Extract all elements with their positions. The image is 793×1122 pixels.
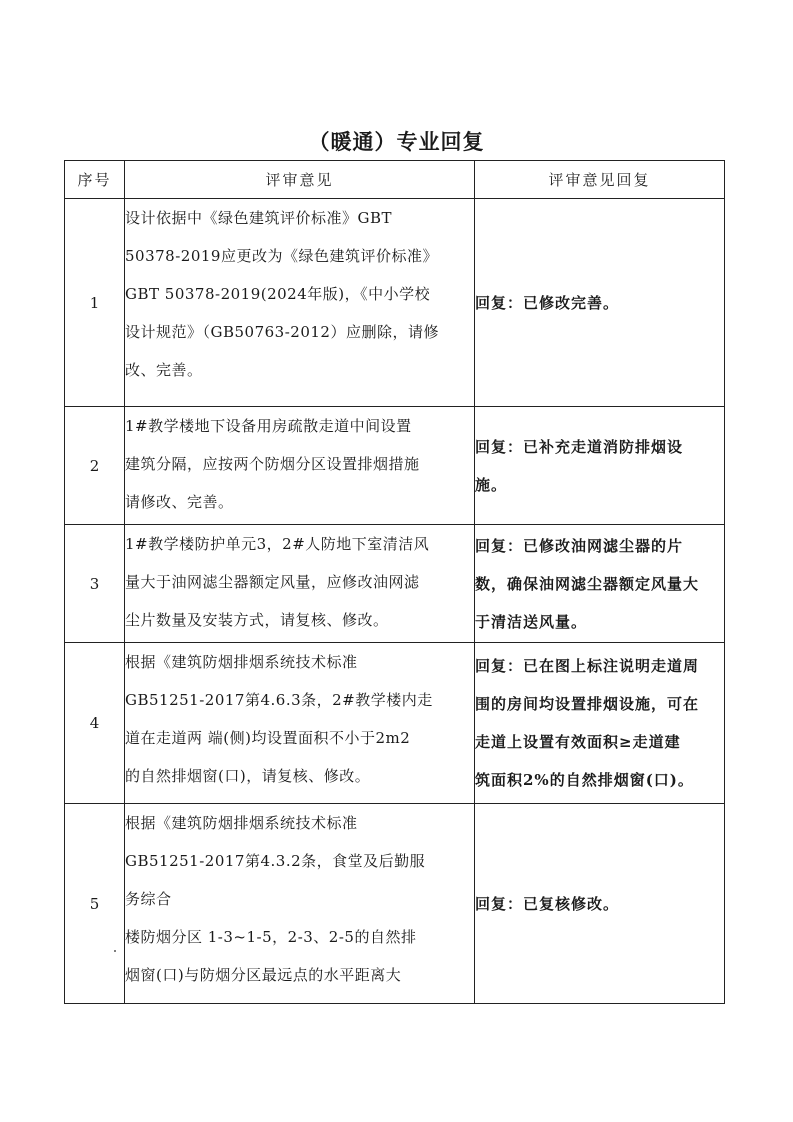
review-reply (475, 804, 725, 1004)
review-opinion (125, 525, 475, 643)
opinion-line: GB51251-2017第4.6.3条，2#教学楼内走 (125, 691, 433, 709)
scan-speck (114, 950, 116, 952)
row-number: 2 (65, 407, 125, 525)
opinion-line: 50378-2019应更改为《绿色建筑评价标准》 (125, 247, 438, 265)
opinion-line: 请修改、完善。 (125, 493, 234, 511)
opinion-line: 建筑分隔，应按两个防烟分区设置排烟措施 (125, 455, 420, 473)
review-reply (475, 199, 725, 407)
header-opinion: 评审意见 (125, 161, 475, 199)
row-number: 5 (65, 804, 125, 1004)
opinion-line: 烟窗(口)与防烟分区最远点的水平距离大 (125, 966, 402, 984)
review-reply (475, 407, 725, 525)
page-title: （暖通）专业回复 (308, 130, 485, 154)
review-reply (475, 525, 725, 643)
reply-line: 回复：已修改油网滤尘器的片 (475, 536, 684, 555)
reply-line: 围的房间均设置排烟设施，可在 (475, 695, 700, 713)
reply-line: 施。 (475, 475, 508, 494)
review-reply (475, 643, 725, 804)
opinion-line: 1#教学楼地下设备用房疏散走道中间设置 (125, 417, 412, 435)
reply-line: 回复：已复核修改。 (475, 894, 620, 913)
header-reply: 评审意见回复 (475, 161, 725, 199)
opinion-line: 根据《建筑防烟排烟系统技术标准 (125, 653, 358, 671)
reply-line: 走道上设置有效面积≥走道建 (475, 733, 681, 751)
reply-line: 于清洁送风量。 (475, 612, 588, 631)
opinion-line: GB51251-2017第4.3.2条，食堂及后勤服 (125, 852, 426, 870)
table-row (65, 199, 725, 407)
reply-line: 回复：已在图上标注说明走道周 (475, 657, 700, 675)
reply-line: 回复：已修改完善。 (475, 293, 620, 312)
opinion-line: 设计依据中《绿色建筑评价标准》GBT (125, 209, 393, 227)
reply-line: 数，确保油网滤尘器额定风量大 (475, 574, 700, 593)
opinion-line: 设计规范》（GB50763-2012）应删除，请修 (125, 323, 439, 341)
row-number: 1 (65, 199, 125, 407)
header-no: 序号 (65, 161, 125, 199)
review-opinion (125, 643, 475, 804)
opinion-line: 务综合 (125, 890, 172, 908)
opinion-line: 尘片数量及安装方式，请复核、修改。 (125, 611, 389, 629)
review-table (64, 160, 725, 1004)
review-opinion (125, 407, 475, 525)
table-row (65, 407, 725, 525)
opinion-line: 改、完善。 (125, 361, 203, 379)
table-row (65, 804, 725, 1004)
table-row (65, 525, 725, 643)
opinion-line: 1#教学楼防护单元3，2#人防地下室清洁风 (125, 535, 430, 553)
opinion-line: 楼防烟分区 1-3~1-5，2-3、2-5的自然排 (125, 928, 417, 946)
opinion-line: GBT 50378-2019(2024年版)，《中小学校 (125, 285, 431, 303)
row-number: 4 (65, 643, 125, 804)
review-opinion (125, 199, 475, 407)
reply-line: 筑面积2%的自然排烟窗(口)。 (475, 771, 694, 789)
opinion-line: 道在走道两 端(侧)均设置面积不小于2m2 (125, 729, 411, 747)
opinion-line: 的自然排烟窗(口)，请复核、修改。 (125, 767, 371, 785)
opinion-line: 根据《建筑防烟排烟系统技术标准 (125, 814, 358, 832)
table-row (65, 643, 725, 804)
row-number: 3 (65, 525, 125, 643)
table-header-row (65, 161, 725, 199)
opinion-line: 量大于油网滤尘器额定风量，应修改油网滤 (125, 573, 420, 591)
reply-line: 回复：已补充走道消防排烟设 (475, 437, 684, 456)
review-opinion (125, 804, 475, 1004)
